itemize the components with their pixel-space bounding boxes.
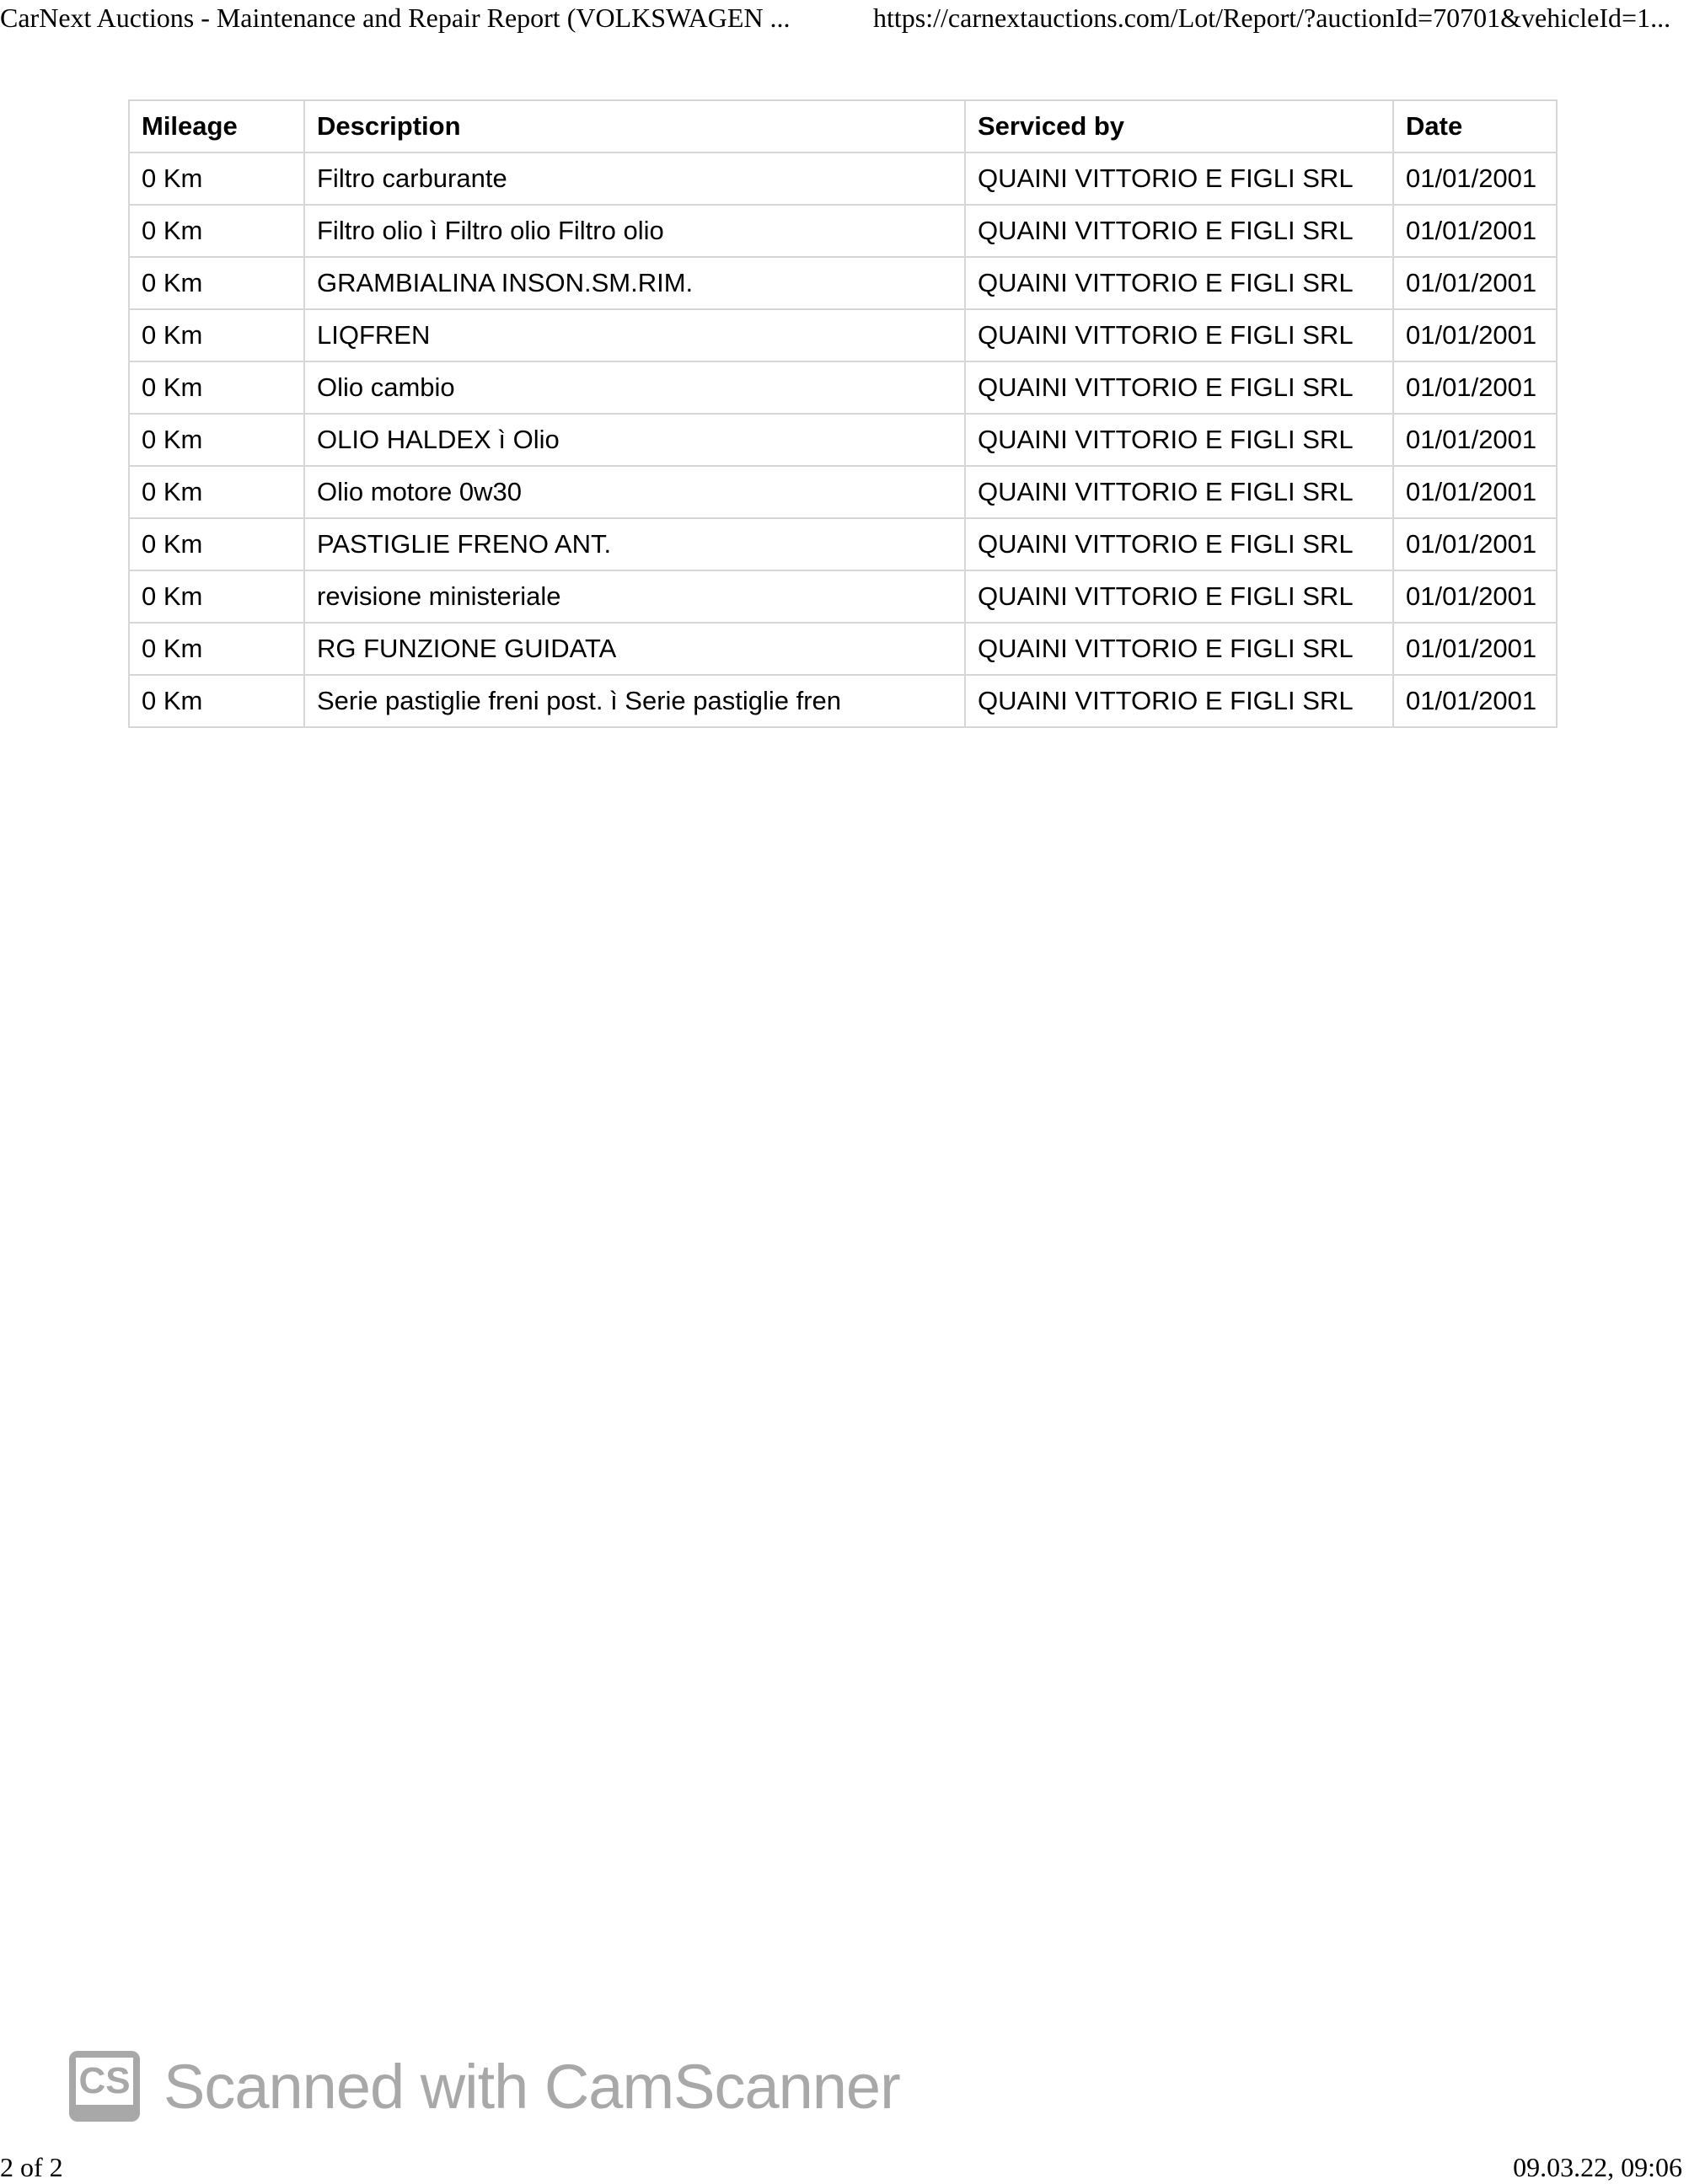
cell-description: Olio motore 0w30 xyxy=(304,466,965,518)
cell-date: 01/01/2001 xyxy=(1393,309,1557,361)
cell-description: Filtro carburante xyxy=(304,153,965,205)
cell-date: 01/01/2001 xyxy=(1393,153,1557,205)
cell-mileage: 0 Km xyxy=(129,518,304,570)
cell-serviced-by: QUAINI VITTORIO E FIGLI SRL xyxy=(965,623,1393,675)
table-row xyxy=(129,414,1557,466)
cell-serviced-by: QUAINI VITTORIO E FIGLI SRL xyxy=(965,675,1393,727)
table-row xyxy=(129,623,1557,675)
cell-serviced-by: QUAINI VITTORIO E FIGLI SRL xyxy=(965,153,1393,205)
table-row xyxy=(129,205,1557,257)
cell-date: 01/01/2001 xyxy=(1393,205,1557,257)
table-body xyxy=(129,153,1557,727)
document-title: CarNext Auctions - Maintenance and Repair Report (VOLKSWAGEN ... xyxy=(0,3,791,33)
print-header xyxy=(0,0,1689,35)
cell-mileage: 0 Km xyxy=(129,361,304,414)
camscanner-logo-icon xyxy=(67,2049,142,2123)
watermark-text: Scanned with CamScanner xyxy=(164,2051,900,2122)
column-header-date: Date xyxy=(1393,100,1557,153)
cell-serviced-by: QUAINI VITTORIO E FIGLI SRL xyxy=(965,205,1393,257)
cell-mileage: 0 Km xyxy=(129,675,304,727)
cell-mileage: 0 Km xyxy=(129,309,304,361)
cell-date: 01/01/2001 xyxy=(1393,257,1557,309)
print-datetime: 09.03.22, 09:06 xyxy=(1513,2152,1682,2182)
cell-mileage: 0 Km xyxy=(129,205,304,257)
cell-serviced-by: QUAINI VITTORIO E FIGLI SRL xyxy=(965,570,1393,623)
cell-description: RG FUNZIONE GUIDATA xyxy=(304,623,965,675)
cell-date: 01/01/2001 xyxy=(1393,675,1557,727)
maintenance-table-container xyxy=(128,99,1556,728)
cell-serviced-by: QUAINI VITTORIO E FIGLI SRL xyxy=(965,414,1393,466)
column-header-mileage: Mileage xyxy=(129,100,304,153)
cell-serviced-by: QUAINI VITTORIO E FIGLI SRL xyxy=(965,361,1393,414)
cell-date: 01/01/2001 xyxy=(1393,518,1557,570)
column-header-description: Description xyxy=(304,100,965,153)
column-header-serviced-by: Serviced by xyxy=(965,100,1393,153)
table-row xyxy=(129,309,1557,361)
cell-serviced-by: QUAINI VITTORIO E FIGLI SRL xyxy=(965,518,1393,570)
cell-description: Olio cambio xyxy=(304,361,965,414)
cell-description: revisione ministeriale xyxy=(304,570,965,623)
table-row xyxy=(129,257,1557,309)
cell-mileage: 0 Km xyxy=(129,414,304,466)
camscanner-logo-text: CS xyxy=(78,2060,131,2101)
cell-description: GRAMBIALINA INSON.SM.RIM. xyxy=(304,257,965,309)
cell-description: PASTIGLIE FRENO ANT. xyxy=(304,518,965,570)
page-number: 2 of 2 xyxy=(0,2152,63,2182)
cell-date: 01/01/2001 xyxy=(1393,466,1557,518)
cell-description: Serie pastiglie freni post. ì Serie pastiglie fren xyxy=(304,675,965,727)
cell-date: 01/01/2001 xyxy=(1393,570,1557,623)
cell-description: LIQFREN xyxy=(304,309,965,361)
cell-mileage: 0 Km xyxy=(129,570,304,623)
cell-description: OLIO HALDEX ì Olio xyxy=(304,414,965,466)
cell-serviced-by: QUAINI VITTORIO E FIGLI SRL xyxy=(965,309,1393,361)
cell-description: Filtro olio ì Filtro olio Filtro olio xyxy=(304,205,965,257)
cell-mileage: 0 Km xyxy=(129,257,304,309)
table-header-row xyxy=(129,100,1557,153)
cell-date: 01/01/2001 xyxy=(1393,414,1557,466)
document-url: https://carnextauctions.com/Lot/Report/?auctionId=70701&vehicleId=1... xyxy=(873,3,1671,33)
maintenance-table xyxy=(128,99,1558,728)
print-footer xyxy=(0,2150,1689,2184)
table-row xyxy=(129,466,1557,518)
table-row xyxy=(129,675,1557,727)
table-row xyxy=(129,361,1557,414)
camscanner-watermark xyxy=(67,2046,900,2127)
cell-serviced-by: QUAINI VITTORIO E FIGLI SRL xyxy=(965,466,1393,518)
cell-date: 01/01/2001 xyxy=(1393,361,1557,414)
cell-mileage: 0 Km xyxy=(129,623,304,675)
table-row xyxy=(129,518,1557,570)
cell-serviced-by: QUAINI VITTORIO E FIGLI SRL xyxy=(965,257,1393,309)
table-row xyxy=(129,153,1557,205)
cell-date: 01/01/2001 xyxy=(1393,623,1557,675)
cell-mileage: 0 Km xyxy=(129,466,304,518)
table-row xyxy=(129,570,1557,623)
cell-mileage: 0 Km xyxy=(129,153,304,205)
